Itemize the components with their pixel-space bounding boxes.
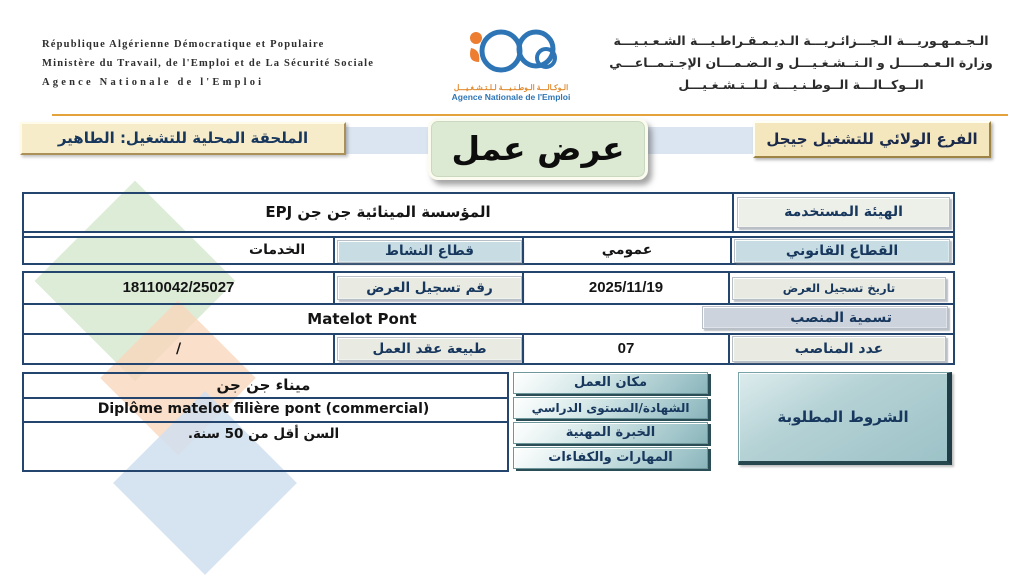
activity-sector-value: الخدمات [249,242,306,258]
logo-caption-arabic: الـوكـالـــة الـوطـنـيـــة لـلـتـشـغـيـــل [453,83,569,92]
column-divider [730,238,732,263]
diploma-value: Diplôme matelot filière pont (commercial) [97,401,430,417]
arabic-line-republic: الـجـمـهـوريـــة الـجـــزائـريـــة الـديـمـقـراطـيـــة الشـعـبـيـــة [613,33,989,48]
skills-label: المهارات والكفاءات [513,447,708,469]
arabic-line-agency: الــوكــالـــة الــوطـنـيـــة لـلــتـشـغـيـــل [678,77,924,92]
employer-label: الهيئة المستخدمة [737,197,950,228]
registration-number-value: 18110042/25027 [122,279,235,296]
registration-date-label: تاريخ تسجيل العرض [732,277,946,300]
wilaya-branch-banner: الفرع الولائي للتشغيل جيجل [753,121,991,158]
employer-sector-block [22,192,955,265]
registration-date-value: 2025/11/19 [588,279,664,296]
workplace-label: مكان العمل [513,372,708,394]
requirements-header-cell [738,372,952,465]
french-line-agency: Agence Nationale de l'Emploi [42,77,265,88]
column-divider [728,273,730,303]
logo-caption-french: Agence Nationale de l'Emploi [451,92,571,102]
ministry-header-french [42,35,440,92]
anem-logo-icon [443,26,579,78]
column-divider [333,335,335,363]
workplace-value: ميناء جن جن [216,376,311,394]
positions-count-value: 07 [617,340,635,357]
requirements-values-block [22,372,509,472]
orange-divider-rule [52,114,1008,116]
legal-sector-value: عمومي [601,242,653,258]
skills-value [24,446,503,468]
french-line-ministry: Ministère du Travail, de l'Emploi et de La Sécurité Sociale [42,58,375,69]
job-title-value: Matelot Pont [307,310,417,328]
arabic-line-ministry: وزارة الـعـمـــــل و الـتــشـغـيـــل و الـضـمـــان الإجـتـمــاعـــي [609,55,993,70]
column-divider [728,335,730,363]
anem-logo [441,26,581,102]
double-rule [24,231,953,238]
local-annex-banner: الملحقة المحلية للتشغيل: الطاهير [20,122,346,155]
employer-value: المؤسسة المينائية جن جن EPJ [265,203,491,221]
offer-details-table [22,192,955,472]
positions-count-label: عدد المناصب [732,336,946,362]
column-divider [333,238,335,263]
column-divider [732,194,734,231]
contract-type-value: / [175,341,182,357]
registration-block [22,271,955,365]
diploma-label: الشهادة/المستوى الدراسي [513,397,708,419]
experience-value: السن أقل من 50 سنة. [187,426,340,442]
experience-label: الخبرة المهنية [513,422,708,444]
contract-type-label: طبيعة عقد العمل [337,337,522,361]
legal-sector-label: القطاع القانوني [734,239,950,263]
column-divider [333,273,335,303]
registration-number-label: رقم تسجيل العرض [337,276,522,300]
offer-title-banner: عرض عمل [428,118,648,180]
requirements-header-label: الشروط المطلوبة [777,408,909,426]
activity-sector-label: قطاع النشاط [337,240,522,263]
job-title-label: تسمية المنصب [702,306,948,329]
french-line-republic: République Algérienne Démocratique et Populaire [42,39,325,50]
ministry-header-arabic [592,30,1010,96]
